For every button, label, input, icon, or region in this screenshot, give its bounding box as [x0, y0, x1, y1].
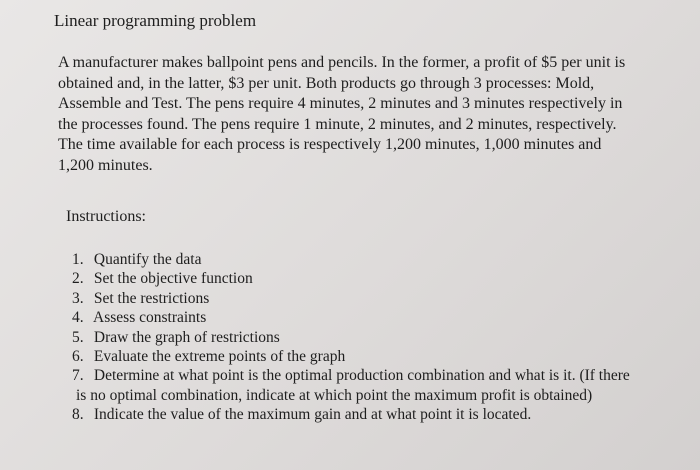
statement-line: Assemble and Test. The pens require 4 minutes, 2 minutes and 3 minutes respectively in — [58, 95, 623, 112]
instruction-text: Quantify the data — [93, 251, 202, 268]
instruction-continuation: is no optimal combination, indicate at which point the maximum profit is obtained) — [76, 386, 593, 404]
instruction-text: Set the objective function — [93, 270, 253, 288]
instruction-item — [72, 308, 630, 327]
statement-line: 1,200 minutes. — [58, 156, 153, 174]
problem-statement — [58, 53, 658, 176]
instruction-text: Determine at what point is the optimal production combination and what is it. (If there — [93, 367, 630, 385]
instruction-item — [72, 366, 630, 405]
instruction-item — [72, 405, 630, 424]
instruction-item — [72, 269, 630, 288]
statement-line: the processes found. The pens require 1 minute, 2 minutes, and 2 minutes, respectively. — [58, 115, 617, 133]
problem-title: Linear programming problem — [54, 11, 257, 30]
instruction-text: Indicate the value of the maximum gain and at what point it is located. — [93, 406, 532, 424]
instruction-item — [72, 347, 630, 366]
instruction-text: Draw the graph of restrictions — [93, 328, 280, 346]
instruction-text: Evaluate the extreme points of the graph — [93, 348, 346, 366]
instruction-number: 4. — [72, 309, 84, 327]
instruction-item — [72, 250, 630, 269]
instruction-number: 6. — [72, 348, 84, 366]
instruction-text: Assess constraints — [93, 309, 207, 327]
statement-line: The time available for each process is respectively 1,200 minutes, 1,000 minutes and — [58, 136, 602, 153]
instruction-number: 3. — [72, 289, 84, 307]
statement-line: obtained and, in the latter, $3 per unit. Both products go through 3 processes: Mold, — [58, 74, 595, 92]
instruction-number: 2. — [72, 270, 84, 288]
instruction-text: Set the restrictions — [93, 289, 210, 307]
instruction-number: 1. — [72, 251, 84, 268]
instructions-heading: Instructions: — [66, 208, 146, 225]
instruction-item — [72, 328, 630, 347]
instruction-number: 8. — [72, 406, 84, 424]
instructions-list — [72, 250, 630, 425]
statement-line: A manufacturer makes ballpoint pens and pencils. In the former, a profit of $5 per unit is — [58, 54, 626, 71]
instruction-item — [72, 289, 630, 308]
instruction-number: 7. — [72, 367, 84, 385]
instruction-number: 5. — [72, 328, 84, 346]
